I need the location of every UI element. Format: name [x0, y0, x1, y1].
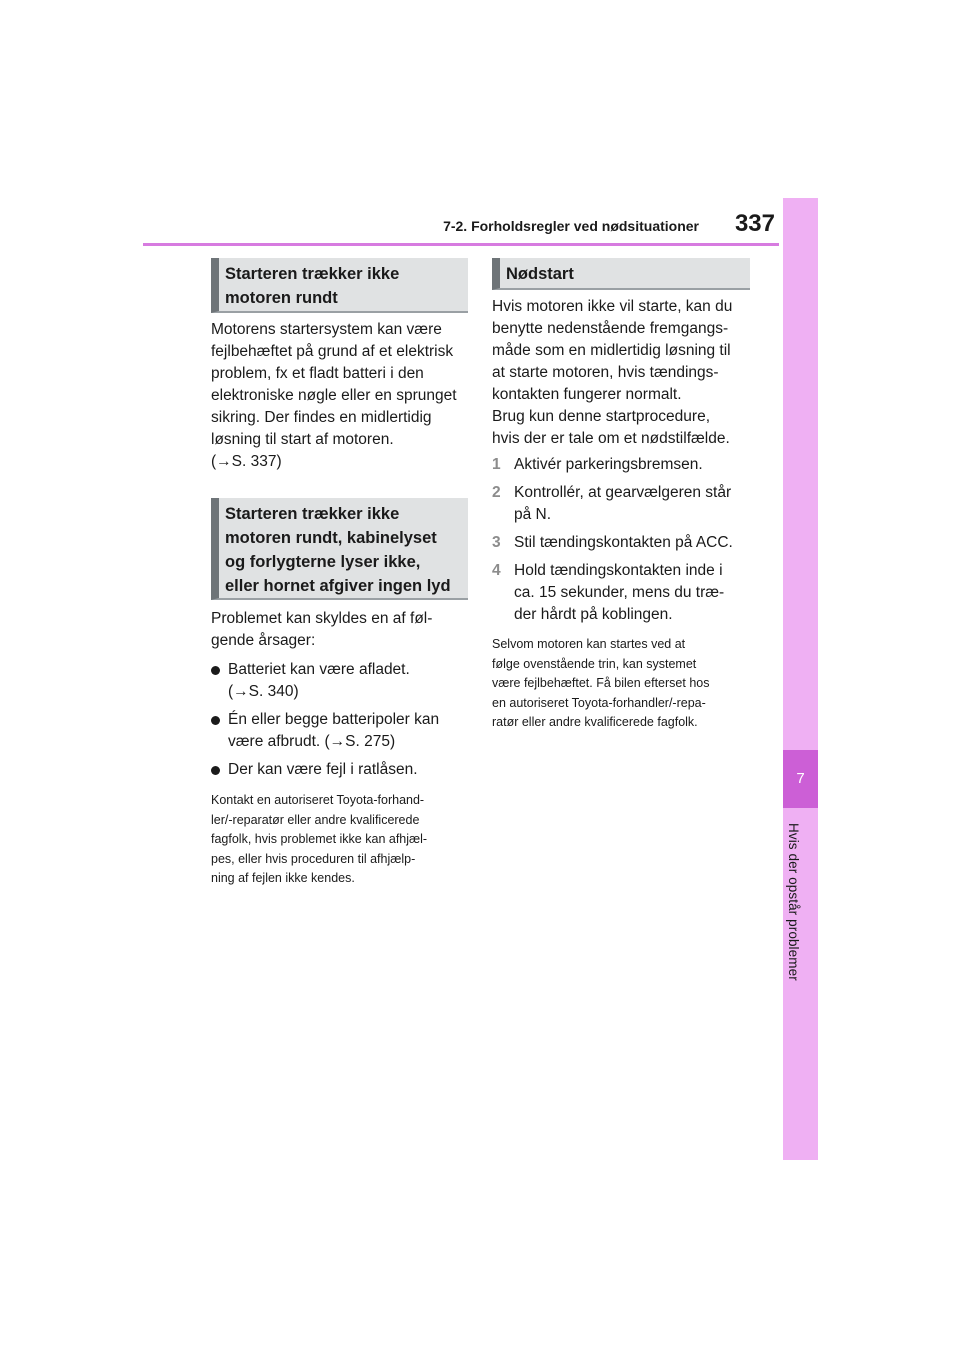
- text-line: hvis der er tale om et nødstilfælde.: [492, 430, 730, 447]
- text-line: Hold tændingskontakten inde i: [514, 562, 723, 579]
- section-title: 7-2. Forholdsregler ved nødsituationer: [443, 218, 699, 234]
- text-line: ca. 15 sekunder, mens du træ-: [514, 584, 725, 601]
- text-line: gende årsager:: [211, 632, 316, 649]
- note-line: Selvom motoren kan startes ved at: [492, 637, 686, 651]
- text-line: sikring. Der findes en midlertidig: [211, 409, 432, 426]
- step-item: [492, 454, 750, 476]
- heading-line: Starteren trækker ikke: [225, 265, 400, 283]
- paragraph-causes-intro: [211, 608, 468, 652]
- right-column: [492, 258, 750, 733]
- note-line: ning af fejlen ikke kendes.: [211, 871, 355, 885]
- step-item: [492, 482, 750, 526]
- text-line: Kontrollér, at gearvælgeren står: [514, 484, 732, 501]
- note-line: fagfolk, hvis problemet ikke kan afhjæl-: [211, 832, 428, 846]
- page-number: 337: [734, 210, 775, 237]
- text-line: kontakten fungerer normalt.: [492, 386, 682, 403]
- header-divider: [143, 243, 779, 246]
- step-number: 4: [492, 562, 501, 579]
- paragraph-starter-system: [211, 319, 468, 473]
- heading-line: Nødstart: [506, 265, 574, 283]
- text-line: på N.: [514, 506, 552, 523]
- heading-line: eller hornet afgiver ingen lyd: [225, 577, 451, 595]
- step-number: 1: [492, 456, 501, 473]
- note-line: være fejlbehæftet. Få bilen efterset hos: [492, 676, 710, 690]
- list-item: [211, 759, 468, 781]
- text-line: Batteriet kan være afladet.: [228, 661, 410, 678]
- step-number: 2: [492, 484, 501, 501]
- step-item: [492, 560, 750, 626]
- text-line: Motorens startersystem kan være: [211, 321, 442, 338]
- step-item: [492, 532, 750, 554]
- left-column: [211, 258, 468, 889]
- text-line: Hvis motoren ikke vil starte, kan du: [492, 298, 733, 315]
- list-item: [211, 659, 468, 703]
- note-system-check: [492, 635, 750, 733]
- list-item: [211, 709, 468, 753]
- section-heading-no-lights-no-horn: [211, 498, 468, 600]
- note-contact-dealer: [211, 791, 468, 889]
- note-line: ler/-reparatør eller andre kvalificerede: [211, 812, 420, 827]
- text-line: løsning til start af motoren.: [211, 431, 394, 448]
- note-line: en autoriseret Toyota-forhandler/-repa-: [492, 695, 706, 710]
- text-line: Problemet kan skyldes en af føl-: [211, 610, 433, 627]
- text-line: problem, fx et fladt batteri i den: [211, 365, 424, 382]
- text-line: være afbrudt. (→S. 275): [228, 733, 396, 750]
- text-line: Der kan være fejl i ratlåsen.: [228, 761, 418, 778]
- text-line: Stil tændingskontakten på ACC.: [514, 534, 733, 551]
- text-line: Aktivér parkeringsbremsen.: [514, 456, 703, 473]
- section-heading-starter-not-cranking: [211, 258, 468, 313]
- page-reference: (→S. 337): [211, 453, 282, 470]
- note-line: følge ovenstående trin, kan systemet: [492, 656, 697, 671]
- text-line: at starte motoren, hvis tændings-: [492, 364, 719, 381]
- page-header: [143, 210, 779, 244]
- heading-line: motoren rundt: [225, 289, 338, 307]
- bullet-icon: [211, 666, 220, 675]
- paragraph-emergency-intro: [492, 296, 750, 450]
- text-line: elektroniske nøgle eller en sprunget: [211, 387, 457, 404]
- text-line: der hårdt på koblingen.: [514, 606, 673, 623]
- text-line: Brug kun denne startprocedure,: [492, 408, 710, 425]
- note-line: pes, eller hvis proceduren til afhjælp-: [211, 851, 416, 866]
- text-line: måde som en midlertidig løsning til: [492, 342, 731, 359]
- heading-line: og forlygterne lyser ikke,: [225, 553, 421, 571]
- step-number: 3: [492, 534, 501, 551]
- text-line: Én eller begge batteripoler kan: [228, 711, 440, 728]
- note-line: ratør eller andre kvalificerede fagfolk.: [492, 715, 698, 729]
- note-line: Kontakt en autoriseret Toyota-forhand-: [211, 793, 425, 807]
- chapter-number: 7: [783, 750, 818, 808]
- bullet-icon: [211, 716, 220, 725]
- page-reference: (→S. 340): [228, 683, 299, 700]
- heading-line: motoren rundt, kabinelyset: [225, 529, 437, 547]
- section-heading-emergency-start: [492, 258, 750, 290]
- bullet-icon: [211, 766, 220, 775]
- text-line: benytte nedenstående fremgangs-: [492, 320, 729, 337]
- heading-line: Starteren trækker ikke: [225, 505, 400, 523]
- chapter-title: Hvis der opstår problemer: [786, 823, 801, 981]
- chapter-side-tab: [783, 198, 818, 1160]
- text-line: fejlbehæftet på grund af et elektrisk: [211, 343, 454, 360]
